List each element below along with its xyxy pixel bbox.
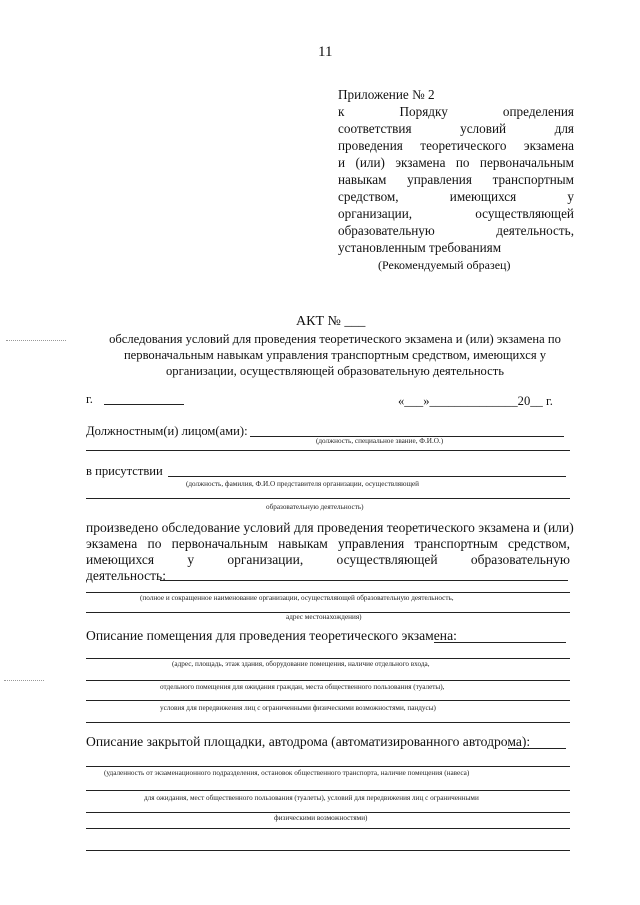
annex-header bbox=[338, 86, 574, 256]
site-field-6[interactable] bbox=[86, 850, 570, 851]
presence-caption-2: образовательную деятельность) bbox=[266, 503, 364, 511]
annex-line: организации, осуществляющей bbox=[338, 206, 574, 221]
presence-field-2[interactable] bbox=[86, 498, 570, 499]
body-line: имеющихся у организации, осуществляющей образовательную bbox=[86, 552, 570, 567]
site-caption-3: физическими возможностями) bbox=[274, 814, 368, 822]
body-line: произведено обследование условий для проведения теоретического экзамена и (или) bbox=[86, 520, 574, 535]
body-line: деятельность: bbox=[86, 568, 166, 583]
act-title: АКТ № ___ bbox=[296, 314, 366, 329]
site-field-4[interactable] bbox=[86, 812, 570, 813]
address-caption: адрес местонахождения) bbox=[286, 613, 362, 621]
annex-line: навыкам управления транспортным bbox=[338, 172, 574, 187]
premises-field-3[interactable] bbox=[86, 680, 570, 681]
annex-line: средством, имеющихся у bbox=[338, 189, 574, 204]
org-field-2[interactable] bbox=[86, 592, 570, 593]
presence-field[interactable] bbox=[168, 476, 566, 477]
scan-artifact bbox=[6, 340, 66, 341]
city-field[interactable] bbox=[104, 404, 184, 405]
site-field[interactable] bbox=[508, 748, 566, 749]
page-number: 11 bbox=[318, 44, 333, 60]
site-heading: Описание закрытой площадки, автодрома (автоматизированного автодрома): bbox=[86, 734, 531, 749]
premises-caption-1: (адрес, площадь, этаж здания, оборудование помещения, наличие отдельного входа, bbox=[172, 660, 430, 668]
annex-line: соответствия условий для bbox=[338, 121, 574, 136]
city-label: г. bbox=[86, 392, 93, 406]
premises-field-5[interactable] bbox=[86, 722, 570, 723]
annex-line: образовательную деятельность, bbox=[338, 223, 574, 238]
premises-field[interactable] bbox=[434, 642, 566, 643]
site-field-3[interactable] bbox=[86, 790, 570, 791]
presence-caption-1: (должность, фамилия, Ф.И.О представителя организации, осуществляющей bbox=[186, 480, 420, 488]
premises-caption-3: условия для передвижения лиц с ограниченными физическими возможностями, пандусы) bbox=[160, 704, 436, 712]
body-paragraph bbox=[86, 520, 574, 584]
act-subtitle: обследования условий для проведения теоретического экзамена и (или) экзамена по первоначальным навыкам управления транспортным средством, имеющихся у организации, осуществляющей образовательную деятельность bbox=[109, 332, 561, 378]
site-caption-2: для ожидания, мест общественного пользования (туалеты), условий для передвижения лиц с ограниченными bbox=[144, 794, 479, 802]
officials-field-2[interactable] bbox=[86, 450, 570, 451]
annex-line: к Порядку определения bbox=[338, 104, 574, 119]
org-caption: (полное и сокращенное наименование организации, осуществляющей образовательную деятельность, bbox=[140, 594, 454, 602]
site-caption-1: (удаленность от экзаменационного подразделения, остановок общественного транспорта, наличие помещения (навеса) bbox=[104, 769, 470, 777]
premises-heading: Описание помещения для проведения теоретического экзамена: bbox=[86, 628, 457, 643]
sample-note: (Рекомендуемый образец) bbox=[378, 258, 511, 272]
presence-label: в присутствии bbox=[86, 464, 163, 478]
annex-line: и (или) экзамена по первоначальным bbox=[338, 155, 574, 170]
scan-artifact bbox=[4, 680, 44, 681]
premises-field-2[interactable] bbox=[86, 658, 570, 659]
premises-field-4[interactable] bbox=[86, 700, 570, 701]
date-field: «___»______________20__ г. bbox=[398, 394, 553, 408]
premises-caption-2: отдельного помещения для ожидания граждан, места общественного пользования (туалеты), bbox=[160, 683, 445, 691]
annex-line: Приложение № 2 bbox=[338, 87, 435, 102]
annex-line: проведения теоретического экзамена bbox=[338, 138, 574, 153]
site-field-2[interactable] bbox=[86, 766, 570, 767]
body-line: экзамена по первоначальным навыкам управления транспортным средством, bbox=[86, 536, 570, 551]
officials-caption: (должность, специальное звание, Ф.И.О.) bbox=[316, 437, 444, 445]
officials-label: Должностным(и) лицом(ами): bbox=[86, 424, 248, 438]
annex-line: установленным требованиям bbox=[338, 240, 502, 255]
org-field[interactable] bbox=[160, 580, 568, 581]
site-field-5[interactable] bbox=[86, 828, 570, 829]
